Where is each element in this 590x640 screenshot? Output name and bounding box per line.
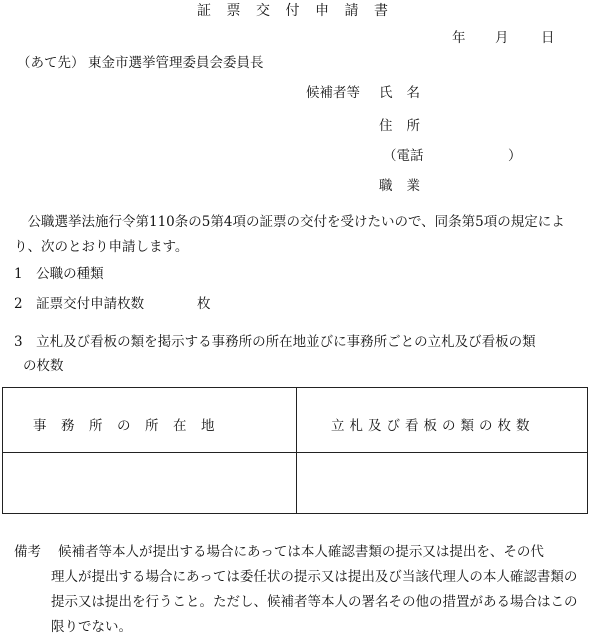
addressee-label: （あて先）	[17, 55, 85, 71]
remarks-line1: 候補者等本人が提出する場合にあっては本人確認書類の提示又は提出を、その代	[58, 544, 544, 560]
item-office-type: 1 公職の種類	[14, 266, 104, 282]
remarks-rest: 理人が提出する場合にあっては委任状の提示又は提出及び当該代理人の本人確認書類の提示又は提出を行うこと。ただし、候補者等本人の署名その他の措置がある場合はこの限りでない。	[51, 569, 578, 635]
table-cell-office-location[interactable]	[3, 453, 295, 513]
candidate-label: 候補者等	[306, 85, 360, 101]
table-header-sign-count: 立札及び看板の類の枚数	[331, 418, 535, 434]
office-signs-table	[2, 387, 588, 514]
date-year-label: 年	[452, 30, 466, 46]
date-day-label: 日	[541, 30, 555, 46]
phone-close-paren: ）	[508, 148, 522, 164]
phone-field-label: （電話	[383, 148, 424, 164]
address-field-label: 住所	[379, 118, 434, 134]
remarks-label: 備考	[14, 544, 41, 560]
name-field-label: 氏名	[379, 85, 434, 101]
remarks-text	[51, 540, 588, 640]
item-office-signs-line1: 3 立札及び看板の類を掲示する事務所の所在地並びに事務所ごとの立札及び看板の類	[14, 334, 536, 350]
certificate-count-unit: 枚	[197, 296, 211, 312]
body-paragraph: 公職選挙法施行令第110条の5第4項の証票の交付を受けたいので、同条第5項の規定により、次のとおり申請します。	[14, 214, 565, 255]
remarks-section	[14, 540, 588, 640]
addressee-name: 東金市選挙管理委員会委員長	[88, 55, 264, 71]
item-certificate-count: 2 証票交付申請枚数	[14, 296, 145, 312]
date-month-label: 月	[495, 30, 509, 46]
occupation-field-label: 職業	[379, 178, 434, 194]
table-header-office-location: 事務所の所在地	[33, 418, 229, 434]
item-office-signs-line2: の枚数	[23, 358, 64, 374]
item-office-signs	[14, 330, 588, 378]
document-title: 証票交付申請書	[197, 3, 404, 19]
table-cell-sign-count[interactable]	[297, 453, 587, 513]
